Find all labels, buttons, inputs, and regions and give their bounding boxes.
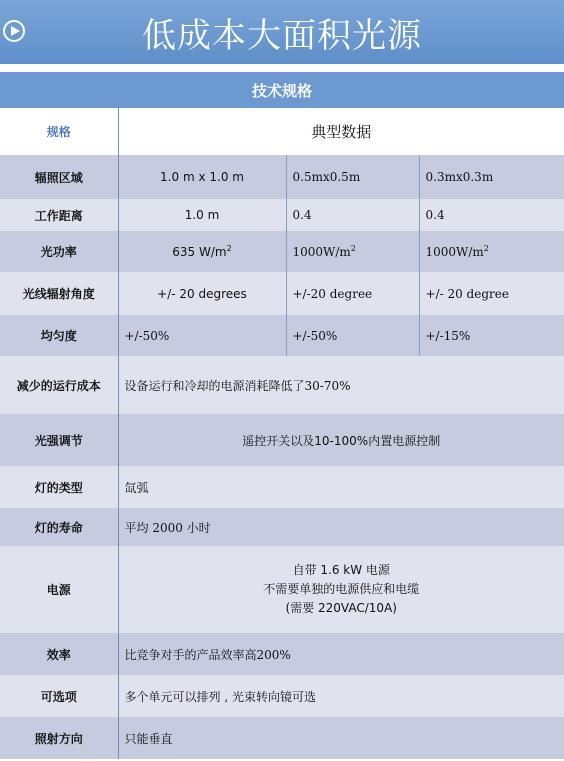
row-label: 灯的寿命 (0, 508, 118, 546)
row-value: +/-50% (118, 315, 286, 356)
row-value: 0.3mx0.3m (419, 155, 564, 199)
table-header-row (0, 108, 564, 155)
spec-table (0, 108, 564, 759)
row-label: 效率 (0, 633, 118, 675)
row-value: 0.5mx0.5m (286, 155, 419, 199)
row-value: +/- 20 degrees (118, 272, 286, 315)
row-label: 工作距离 (0, 199, 118, 231)
header-value: 典型数据 (118, 108, 564, 155)
row-value: 635 $W/m^2$ (118, 231, 286, 272)
row-value: 0.4 (419, 199, 564, 231)
row-label: 光线辐射角度 (0, 272, 118, 315)
row-label: 辐照区域 (0, 155, 118, 199)
row-value: 平均 2000 小时 (118, 508, 564, 546)
row-value: 多个单元可以排列 , 光束转向镜可选 (118, 675, 564, 717)
table-row (0, 508, 564, 546)
table-row (0, 466, 564, 508)
table-row (0, 272, 564, 315)
row-value: +/-50% (286, 315, 419, 356)
table-row (0, 546, 564, 633)
power-line: (需要 220VAC/10A) (285, 601, 397, 615)
row-value: $1000W/m^2$ (419, 231, 564, 272)
row-value: 设备运行和冷却的电源消耗降低了30-70% (118, 356, 564, 414)
title-banner (0, 0, 564, 64)
table-row (0, 633, 564, 675)
row-value: 氙弧 (118, 466, 564, 508)
row-value: 只能垂直 (118, 717, 564, 759)
table-row (0, 675, 564, 717)
header-label: 规格 (0, 108, 118, 155)
table-row (0, 315, 564, 356)
table-row (0, 231, 564, 272)
play-icon[interactable] (3, 20, 25, 42)
row-value: 1.0 m x 1.0 m (118, 155, 286, 199)
row-label: 光强调节 (0, 414, 118, 466)
row-value: +/- 20 degree (419, 272, 564, 315)
table-row (0, 717, 564, 759)
row-value: 1.0 m (118, 199, 286, 231)
row-label: 照射方向 (0, 717, 118, 759)
row-label: 电源 (0, 546, 118, 633)
row-value: $1000W/m^2$ (286, 231, 419, 272)
power-line: 不需要单独的电源供应和电缆 (263, 582, 420, 596)
table-row (0, 155, 564, 199)
row-value: +/-20 degree (286, 272, 419, 315)
page-title: 低成本大面积光源 (142, 15, 422, 56)
row-label: 可选项 (0, 675, 118, 717)
row-value: 0.4 (286, 199, 419, 231)
table-row (0, 199, 564, 231)
row-value: 比竞争对手的产品效率高200% (118, 633, 564, 675)
row-label: 均匀度 (0, 315, 118, 356)
power-line: 自带 1.6 kW 电源 (292, 563, 390, 577)
row-label: 灯的类型 (0, 466, 118, 508)
row-label: 减少的运行成本 (0, 356, 118, 414)
row-value: +/-15% (419, 315, 564, 356)
row-value (118, 546, 564, 633)
table-row (0, 414, 564, 466)
row-value: 遥控开关以及10-100%内置电源控制 (118, 414, 564, 466)
table-row (0, 356, 564, 414)
section-heading: 技术规格 (0, 72, 564, 108)
row-label: 光功率 (0, 231, 118, 272)
